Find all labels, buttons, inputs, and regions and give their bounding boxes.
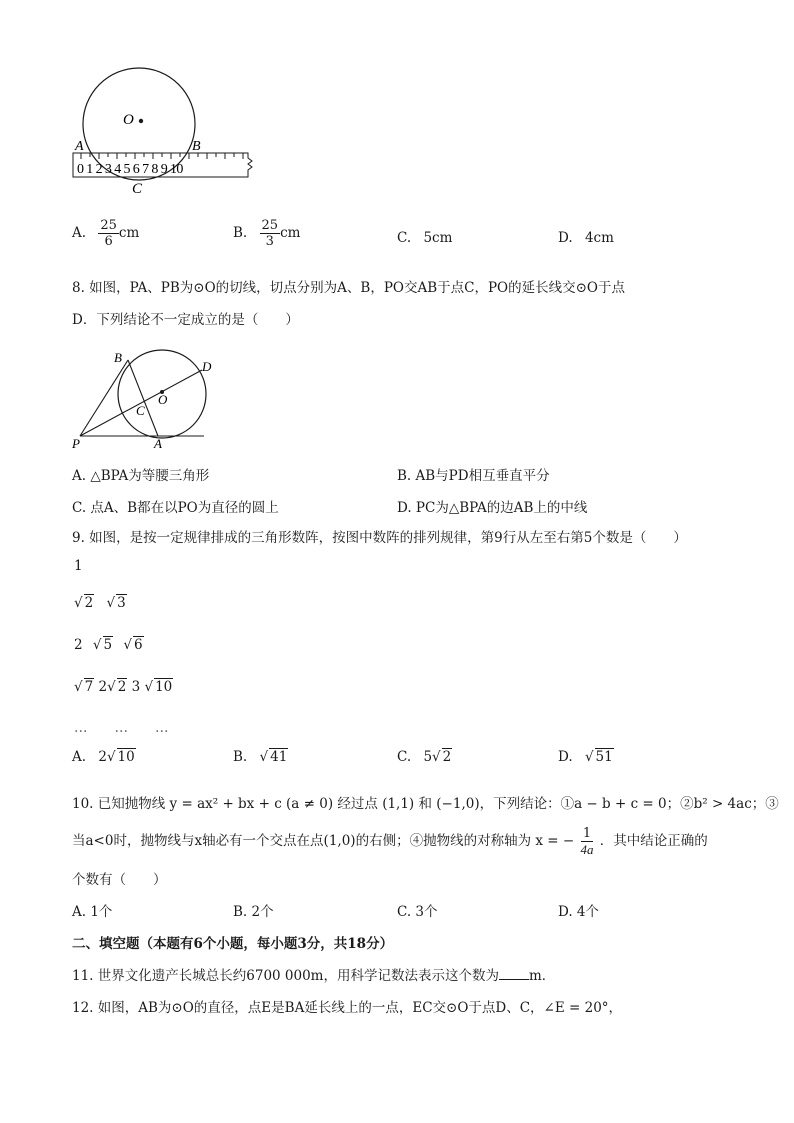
q10-line-2 <box>72 826 708 857</box>
q9-row4-num-1: 2 <box>98 679 108 695</box>
q10-line-1: 10. 已知抛物线 y = ax² + bx + c (a ≠ 0) 经过点 (1,1) 和 (−1,0)，下列结论：①a − b + c = 0；②b² > 4ac；③ <box>72 796 779 812</box>
q8-option-c[interactable]: C. 点A、B都在以PO为直径的圆上 <box>72 500 279 516</box>
q12-stem: 12. 如图，AB为⊙O的直径，点E是BA延长线上的一点，EC交⊙O于点D、C，∠E = 20°， <box>72 1000 623 1016</box>
q7-label-a: A <box>75 139 84 154</box>
q7-option-b[interactable] <box>233 218 300 249</box>
q10-line-2-fraction <box>578 826 595 857</box>
q10-option-d[interactable]: D. 4个 <box>558 904 600 920</box>
q11-stem-post: m． <box>528 968 556 984</box>
q7-option-a[interactable] <box>72 218 139 249</box>
q9-option-d[interactable] <box>558 748 614 765</box>
q7-option-b-unit: cm <box>280 225 301 241</box>
q7-option-b-den: 3 <box>265 234 274 249</box>
q7-option-c-text: 5cm <box>423 230 453 246</box>
q10-fraction-den: 4a <box>580 842 594 857</box>
q9-option-a-letter: A. <box>72 749 87 765</box>
q8-stem-line2: D．下列结论不一定成立的是（ ） <box>72 312 299 328</box>
q9-option-b-letter: B. <box>233 749 248 765</box>
q10-line-2-post: ．其中结论正确的 <box>599 833 708 849</box>
q9-row-2 <box>74 594 127 611</box>
q11-stem <box>72 964 555 984</box>
q11-stem-pre: 11. 世界文化遗产长城总长约6700 000m，用科学记数法表示这个数为 <box>72 968 499 984</box>
q7-label-c: C <box>132 181 143 197</box>
q9-option-b-sqrt: √ 41 <box>259 749 288 765</box>
q8-label-p: P <box>72 436 80 451</box>
q9-option-c-sqrt: √ 2 <box>432 749 452 765</box>
q7-ruler-ticks <box>81 153 243 159</box>
q9-row-ellipsis: … … … <box>74 720 169 736</box>
q7-option-c[interactable] <box>397 230 452 246</box>
q7-option-b-letter: B. <box>233 225 248 241</box>
q8-label-b: B <box>114 350 122 365</box>
q7-option-a-unit: cm <box>118 225 140 241</box>
q7-option-c-letter: C. <box>397 230 412 246</box>
q7-option-a-fraction <box>98 218 119 249</box>
q9-row-4 <box>74 678 173 695</box>
q8-stem-line1: 8. 如图，PA、PB为⊙O的切线，切点分别为A、B，PO交AB于点C，PO的延长线交⊙O于点 <box>72 280 625 296</box>
q8-label-c: C <box>136 403 145 418</box>
q8-option-b[interactable]: B. AB与PD相互垂直平分 <box>397 468 550 484</box>
q8-figure <box>66 342 216 452</box>
q9-option-d-letter: D. <box>558 749 573 765</box>
q7-ruler-digits: 0 1 2 3 4 5 6 7 8 9 10 <box>77 162 183 177</box>
q9-row2-sqrt-1: √ 2 <box>74 595 94 611</box>
q9-option-c-letter: C. <box>397 749 412 765</box>
q7-option-a-den: 6 <box>104 234 113 249</box>
section-2-title: 二、填空题（本题有6个小题，每小题3分，共18分） <box>72 936 394 952</box>
q8-option-d[interactable]: D. PC为△BPA的边AB上的中线 <box>397 500 588 516</box>
q8-chord-ab <box>128 360 158 436</box>
q7-option-a-letter: A. <box>72 225 87 241</box>
q10-line-2-pre: 当a<0时，抛物线与x轴必有一个交点在点(1,0)的右侧；④抛物线的对称轴为 x = − <box>72 833 575 849</box>
q8-label-o: O <box>158 392 168 407</box>
q9-option-b[interactable] <box>233 748 288 765</box>
q9-row3-sqrt-1: √ 5 <box>92 637 113 653</box>
q10-option-b[interactable]: B. 2个 <box>233 904 274 920</box>
q7-label-o: O <box>123 112 134 128</box>
q9-stem: 9. 如图，是按一定规律排成的三角形数阵，按图中数阵的排列规律，第9行从左至右第5个数是（ ） <box>72 530 687 546</box>
q7-option-a-num: 25 <box>100 218 117 233</box>
q9-option-c[interactable] <box>397 748 452 765</box>
q8-option-a[interactable]: A. △BPA为等腰三角形 <box>72 468 210 484</box>
q9-option-d-sqrt: √ 51 <box>584 749 613 765</box>
q11-answer-blank[interactable] <box>499 967 529 980</box>
q9-row4-sqrt-1: √ 7 <box>74 679 94 695</box>
q7-option-b-num: 25 <box>261 218 279 233</box>
q9-row4-sqrt-2: √ 2 <box>107 679 127 695</box>
q9-row3-sqrt-2: √ 6 <box>123 637 143 653</box>
q7-label-b: B <box>192 139 201 154</box>
q9-option-a-sqrt: √ 10 <box>106 749 135 765</box>
q10-fraction-num: 1 <box>582 826 592 841</box>
q7-center-dot <box>139 119 143 123</box>
q10-option-c[interactable]: C. 3个 <box>397 904 438 920</box>
q8-label-d: D <box>202 359 212 374</box>
q9-row-1: 1 <box>74 558 83 574</box>
q7-option-d[interactable] <box>558 230 614 246</box>
q8-label-a: A <box>154 436 162 451</box>
q9-row4-num-2: 3 <box>131 679 141 695</box>
q9-row3-num-1: 2 <box>74 637 83 653</box>
q9-option-a-coef: 2 <box>98 749 107 765</box>
q7-option-d-text: 4cm <box>584 230 614 246</box>
q9-row4-sqrt-3: √ 10 <box>144 679 173 695</box>
q8-tangent-pb <box>80 360 128 436</box>
q10-line-3: 个数有（ ） <box>72 872 167 888</box>
q7-option-b-fraction <box>260 218 281 249</box>
q9-row2-sqrt-2: √ 3 <box>106 595 126 611</box>
q9-option-c-coef: 5 <box>423 749 433 765</box>
q7-figure <box>66 60 266 200</box>
q7-option-d-letter: D. <box>558 230 573 246</box>
q9-row-3 <box>74 636 144 653</box>
q10-option-a[interactable]: A. 1个 <box>72 904 113 920</box>
q9-option-a[interactable] <box>72 748 136 765</box>
